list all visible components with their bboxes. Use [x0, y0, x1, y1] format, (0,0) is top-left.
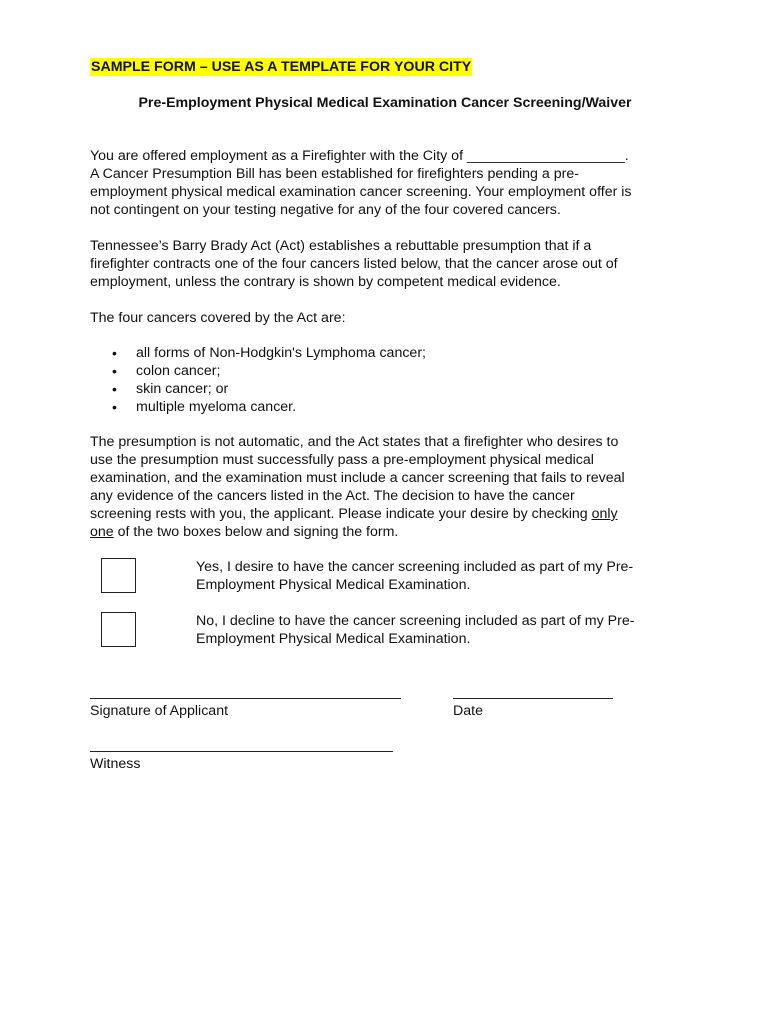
no-option-line-2: Employment Physical Medical Examination. — [196, 631, 471, 647]
act-line-2: firefighter contracts one of the four cancers listed below, that the cancer arose out of — [90, 256, 618, 272]
presumption-line-5 — [90, 505, 618, 523]
presumption-text: of the two boxes below and signing the form. — [113, 524, 399, 540]
intro-line-3: employment physical medical examination cancer screening. Your employment offer is — [90, 184, 632, 200]
bullet-icon: • — [112, 363, 117, 379]
city-name-blank[interactable]: ____________________ — [466, 148, 625, 164]
list-item: all forms of Non-Hodgkin's Lymphoma cancer; — [136, 345, 426, 361]
bullet-icon: • — [112, 399, 117, 415]
form-title: Pre-Employment Physical Medical Examination Cancer Screening/Waiver — [138, 95, 632, 111]
cancers-intro: The four cancers covered by the Act are: — [90, 310, 346, 326]
emphasis-only: only — [591, 506, 618, 522]
act-line-1: Tennessee’s Barry Brady Act (Act) establishes a rebuttable presumption that if a — [90, 238, 592, 254]
sample-form-banner: SAMPLE FORM – USE AS A TEMPLATE FOR YOUR CITY — [91, 59, 472, 75]
no-checkbox[interactable] — [101, 612, 136, 647]
date-line[interactable] — [453, 698, 613, 699]
presumption-line-3: examination, and the examination must include a cancer screening that fails to reveal — [90, 470, 625, 486]
intro-text: You are offered employment as a Firefighter with the City of — [90, 148, 467, 164]
presumption-line-1: The presumption is not automatic, and the Act states that a firefighter who desires to — [90, 434, 619, 450]
intro-line-2: A Cancer Presumption Bill has been established for firefighters pending a pre- — [90, 166, 579, 182]
intro-line-1 — [90, 147, 629, 165]
list-item: multiple myeloma cancer. — [136, 399, 297, 415]
yes-checkbox[interactable] — [101, 558, 136, 593]
act-line-3: employment, unless the contrary is shown by competent medical evidence. — [90, 274, 561, 290]
intro-period: . — [624, 148, 629, 164]
date-label: Date — [453, 703, 483, 719]
yes-option-line-2: Employment Physical Medical Examination. — [196, 577, 471, 593]
presumption-line-6 — [90, 523, 398, 541]
no-option-line-1: No, I decline to have the cancer screening included as part of my Pre- — [196, 613, 635, 629]
emphasis-one: one — [90, 524, 114, 540]
list-item: colon cancer; — [136, 363, 221, 379]
presumption-line-2: use the presumption must successfully pass a pre-employment physical medical — [90, 452, 594, 468]
applicant-signature-label: Signature of Applicant — [90, 703, 229, 719]
bullet-icon: • — [112, 345, 117, 361]
witness-label: Witness — [90, 756, 141, 772]
yes-option-line-1: Yes, I desire to have the cancer screening included as part of my Pre- — [196, 559, 634, 575]
intro-line-4: not contingent on your testing negative for any of the four covered cancers. — [90, 202, 561, 218]
presumption-line-4: any evidence of the cancers listed in the Act. The decision to have the cancer — [90, 488, 575, 504]
bullet-icon: • — [112, 381, 117, 397]
witness-signature-line[interactable] — [90, 751, 393, 752]
applicant-signature-line[interactable] — [90, 698, 401, 699]
presumption-text: screening rests with you, the applicant. Please indicate your desire by checking — [90, 506, 592, 522]
list-item: skin cancer; or — [136, 381, 229, 397]
